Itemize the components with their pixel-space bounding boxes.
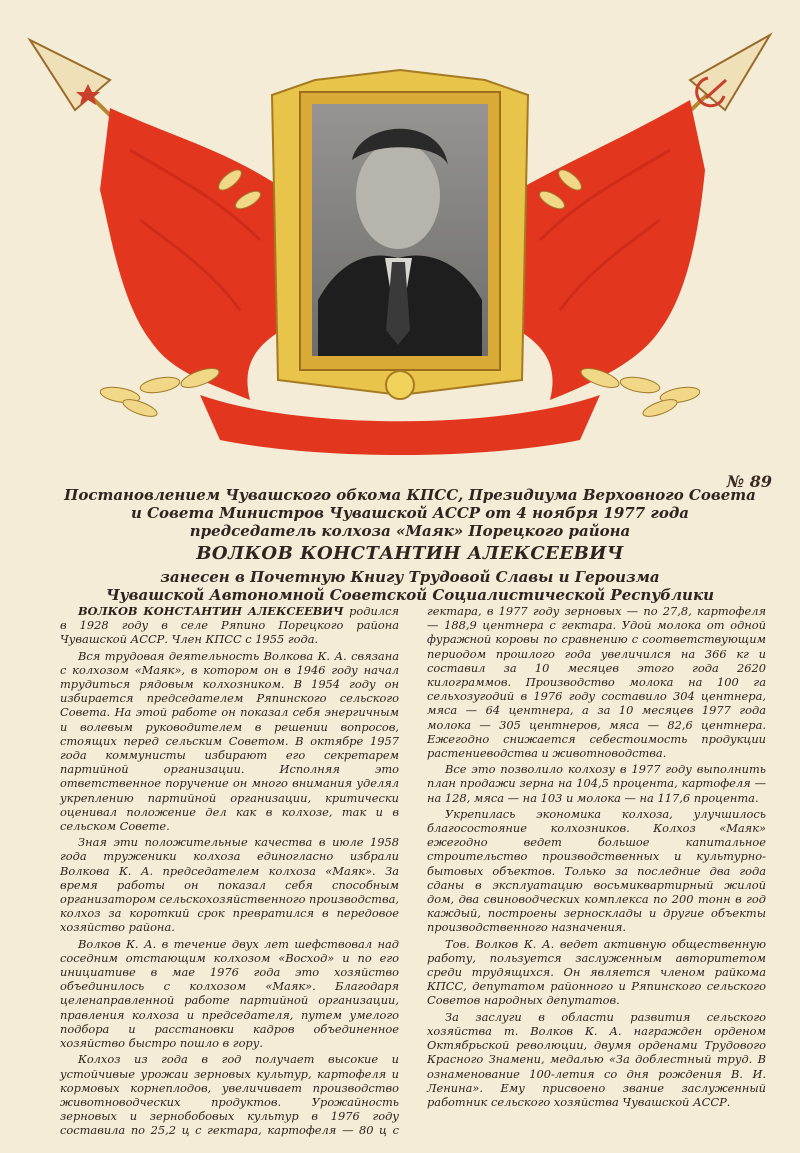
emblem-flags-portrait [0,0,800,470]
paragraph: Зная эти положительные качества в июле 1958 года труженики колхоза единогласно избрали Волкова К. А. председателем колхоза «Маяк». За время работы он показал себя способным организатором сельскохозяйственного производства, колхоз за короткий срок превратился в передовое хозяйство района. [60,835,400,935]
decree-header [60,486,760,604]
paragraph: Вся трудовая деятельность Волкова К. А. связана с колхозом «Маяк», в котором он в 1946 году начал трудиться рядовым колхозником. В 1954 году он избирается председателем Ряпинского сельского Совета. На этой работе он показал себя энергичным и волевым руководителем в решении вопросов, стоящих перед сельским Советом. В октябре 1957 года коммунисты избирают его секретарем партийной организации. Исполняя это ответственное поручение он много внимания уделял укреплению партийной организации, критически оценивал положение дел как в колхозе, так и в сельском Совете. [60,648,399,834]
header-line: Чувашской Автономной Советской Социалистической Республики [105,586,715,604]
paragraph: Все это позволило колхозу в 1977 году выполнить план продажи зерна на 104,5 процента, картофеля — на 128, мяса — на 103 и молока — на 117,6 процента. [427,762,766,805]
header-line: занесен в Почетную Книгу Трудовой Славы и Героизма [160,568,660,586]
biography-text [60,604,766,1144]
paragraph: Тов. Волков К. А. ведет активную общественную работу, пользуется заслуженным авторитетом среди трудящихся. Он является членом райкома КПСС, депутатом районного и Ряпинского сельского Советов народных депутатов. [427,936,766,1008]
paragraph: Колхоз из года в год получает высокие и устойчивые урожаи зерновых культур, картофеля и кормовых корнеплодов, увеличивает производство животноводческих продуктов. Урожайность зерновых и зернобобовых культур в 1976 году составила по 25,2 ц с гектара, картофеля — 80 ц с гектара, в 1977 году зерновых — по 27,8, картофеля — 188,9 центнера с гектара. Удой молока от одной фуражной коровы по сравнению с соответствующим периодом прошлого года увеличился на 366 кг и составил за 10 месяцев этого года 2620 килограммов. Производство молока на 100 га сельхозугодий в 1976 году составило 304 центнера, мяса — 64 центнера, а за 10 месяцев 1977 года молока — 305 центнеров, мяса — 82,6 центнера. Ежегодно снижается себестоимость продукции растениеводства и животноводства. [60,604,766,1138]
paragraph: Волков К. А. в течение двух лет шефствовал над соседним отстающим колхозом «Восход» и по его инициативе в мае 1976 года это хозяйство объединилось с колхозом «Маяк». Благодаря целенаправленной работе партийной организации, правления колхоза и председателя, путем умелого подбора и расстановки кадров объединенное хозяйство быстро пошло в гору. [60,936,399,1051]
paragraph: За заслуги в области развития сельского хозяйства т. Волков К. А. награжден орденом Октябрьской революции, двумя орденами Трудового Красного Знамени, медалью «За доблестный труд. В ознаменование 100-летия со дня рождения В. И. Ленина». Ему присвоено звание заслуженный работник сельского хозяйства Чувашской АССР. [427,1009,766,1109]
spear-tip-left-icon [30,40,110,110]
paragraph: ВОЛКОВ КОНСТАНТИН АЛЕКСЕЕВИЧ родился в 1928 году в селе Ряпино Порецкого района Чувашской АССР. Член КПСС с 1955 года. [60,604,399,647]
portrait-photo [312,104,488,356]
header-line: и Совета Министров Чувашской АССР от 4 ноября 1977 года [130,504,689,522]
header-line: Постановлением Чувашского обкома КПСС, Президиума Верховного Совета [64,486,756,504]
header-line: председатель колхоза «Маяк» Порецкого района [189,522,631,540]
paragraph: Укрепилась экономика колхоза, улучшилось благосостояние колхозников. Колхоз «Маяк» ежегодно ведет большое капитальное строительство производственных и культурно-бытовых объектов. Только за последние два года сданы в эксплуатацию восьмиквартирный жилой дом, два свиноводческих комплекса по 200 тонн в год каждый, построены зерносклады и другие объекты производственного назначения. [427,806,766,935]
person-name: ВОЛКОВ КОНСТАНТИН АЛЕКСЕЕВИЧ [196,543,624,564]
red-flag-right [500,100,705,400]
document-number: № 89 [726,472,772,491]
red-flag-left [100,108,300,400]
lead-name: ВОЛКОВ КОНСТАНТИН АЛЕКСЕЕВИЧ [78,604,344,618]
